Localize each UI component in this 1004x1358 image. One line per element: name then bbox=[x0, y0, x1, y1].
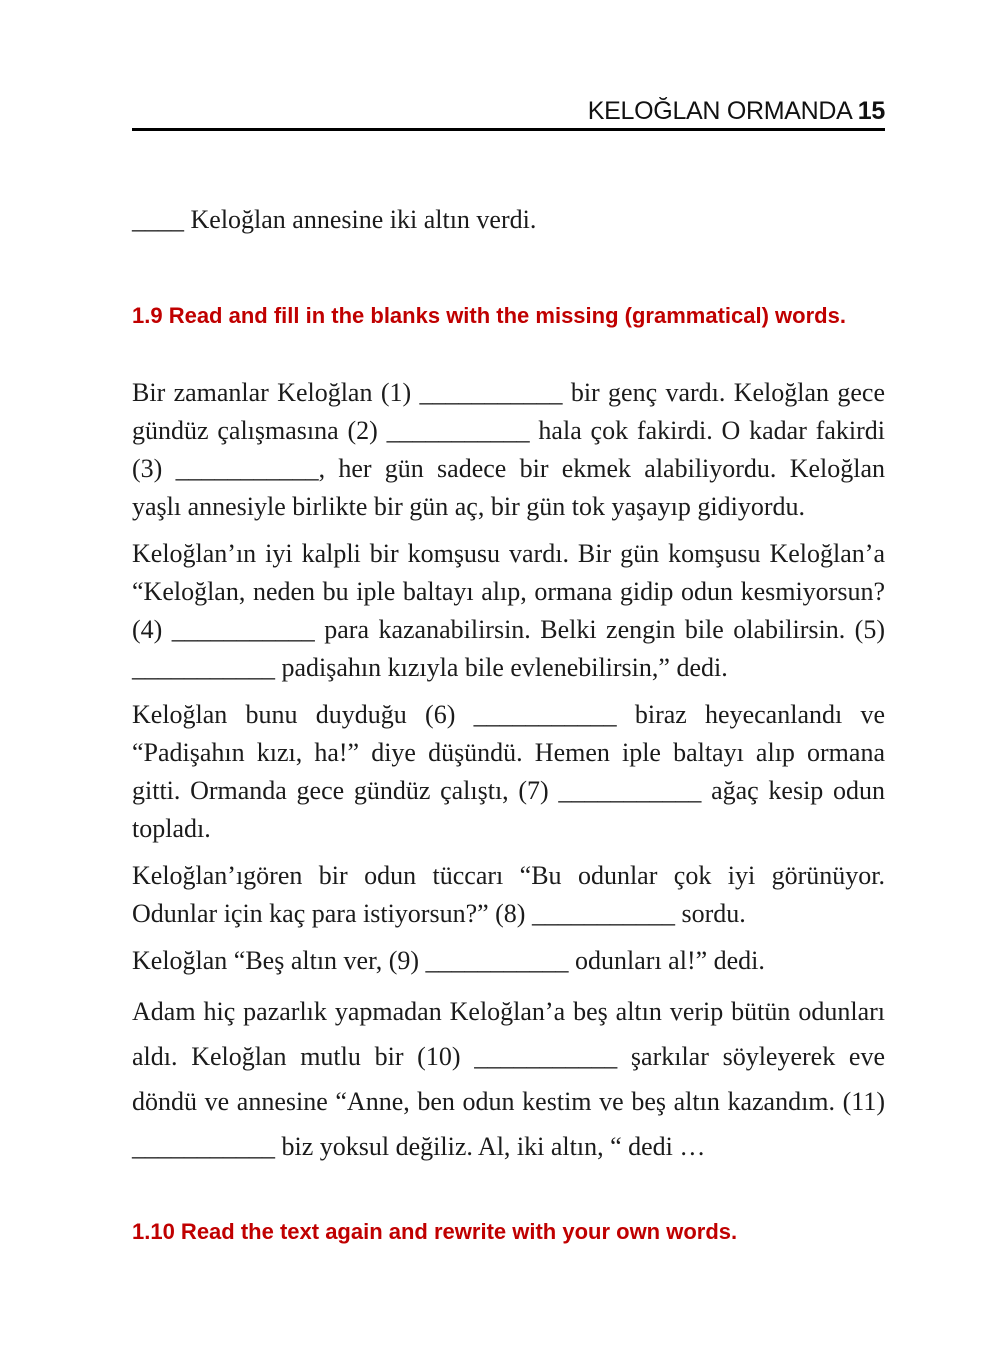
intro-answer-line: ____ Keloğlan annesine iki altın verdi. bbox=[132, 205, 537, 234]
running-head bbox=[132, 97, 885, 125]
story-paragraph-5: Keloğlan “Beş altın ver, (9) ___________ odunları al!” dedi. bbox=[132, 946, 765, 975]
story-paragraph-6: Adam hiç pazarlık yapmadan Keloğlan’a beş altın verip bütün odunları aldı. Keloğlan mutlu bir (10) ___________ şarkılar söyleyerek eve döndü ve annesine “Anne, ben odun kestim ve beş altın kazandım. (11) ___________ biz yoksul değiliz. Al, iki altın, “ dedi … bbox=[132, 997, 885, 1161]
story-text bbox=[132, 374, 885, 1169]
story-paragraph-2: Keloğlan’ın iyi kalpli bir komşusu vardı. Bir gün komşusu Keloğlan’a “Keloğlan, neden bu iple baltayı alıp, ormana gidip odun kesmiyorsun? (4) ___________ para kazanabilirsin. Belki zengin bile olabilirsin. (5) ___________ padişahın kızıyla bile evlenebilirsin,” dedi. bbox=[132, 539, 885, 682]
exercise-1-10-heading: 1.10 Read the text again and rewrite with your own words. bbox=[132, 1219, 738, 1244]
page-header bbox=[132, 0, 885, 131]
running-head-title: KELOĞLAN ORMANDA bbox=[587, 97, 852, 125]
story-paragraph-1: Bir zamanlar Keloğlan (1) ___________ bir genç vardı. Keloğlan gece gündüz çalışmasına (2) ___________ hala çok fakirdi. O kadar fakirdi (3) ___________, her gün sadece bir ekmek alabiliyordu. Keloğlan yaşlı annesiyle birlikte bir gün aç, bir gün tok yaşayıp gidiyordu. bbox=[132, 378, 885, 521]
exercise-1-9-heading: 1.9 Read and fill in the blanks with the missing (grammatical) words. bbox=[132, 303, 846, 328]
page-number: 15 bbox=[857, 97, 885, 125]
document-page bbox=[132, 0, 885, 1245]
story-paragraph-3: Keloğlan bunu duyduğu (6) ___________ biraz heyecanlandı ve “Padişahın kızı, ha!” diye düşündü. Hemen iple baltayı alıp ormana gitti. Ormanda gece gündüz çalıştı, (7) ___________ ağaç kesip odun topladı. bbox=[132, 700, 885, 843]
header-rule bbox=[132, 128, 885, 131]
story-paragraph-4: Keloğlan’ıgören bir odun tüccarı “Bu odunlar çok iyi görünüyor. Odunlar için kaç para istiyorsun?” (8) ___________ sordu. bbox=[132, 861, 885, 928]
